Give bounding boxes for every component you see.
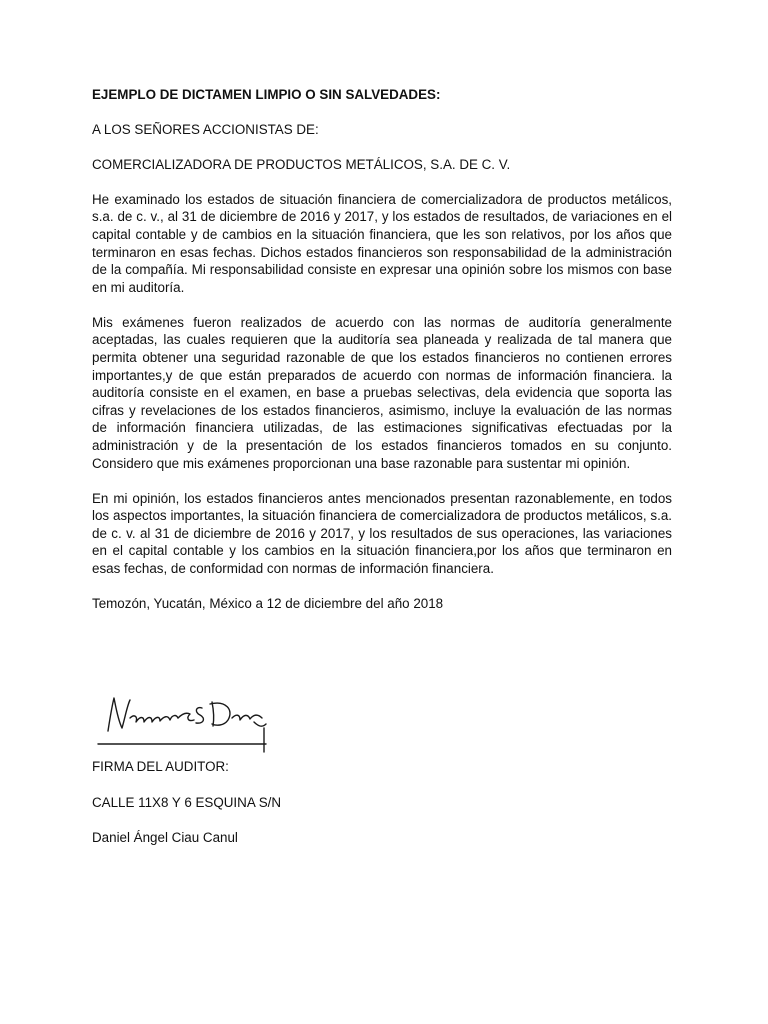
signature-caption: FIRMA DEL AUDITOR: xyxy=(92,759,229,774)
paragraph-2: Mis exámenes fueron realizados de acuerdo con las normas de auditoría generalmente aceptadas, las cuales requieren que la auditoría sea planeada y realizada de tal manera que permita obtener una seguridad razonable de que los estados financieros no contienen errores importantes,y de que están preparados de acuerdo con normas de información financiera. la auditoría consiste en el examen, en base a pruebas selectivas, dela evidencia que soporta las cifras y revelaciones de los estados financieros, asimismo, incluye la evaluación de las normas de información financiera utilizadas, de las estimaciones significativas efectuadas por la administración y de la presentación de los estados financieros tomados en su conjunto. Considero que mis exámenes proporcionan una base razonable para sustentar mi opinión. xyxy=(92,314,672,471)
auditor-name: Daniel Ángel Ciau Canul xyxy=(92,830,238,845)
paragraph-3: En mi opinión, los estados financieros antes mencionados presentan razonablemente, en todos los aspectos importantes, la situación financiera de comercializadora de productos metálicos, s.a. de c. v. al 31 de diciembre de 2016 y 2017, y los resultados de sus operaciones, las variaciones en el capital contable y los cambios en la situación financiera,por los años que terminaron en esas fechas, de conformidad con normas de información financiera. xyxy=(92,490,672,577)
company-name: COMERCIALIZADORA DE PRODUCTOS METÁLICOS, S.A. DE C. V. xyxy=(92,156,511,172)
document-body xyxy=(92,86,672,613)
addressee: A LOS SEÑORES ACCIONISTAS DE: xyxy=(92,121,319,137)
paragraph-1: He examinado los estados de situación financiera de comercializadora de productos metálicos, s.a. de c. v., al 31 de diciembre de 2016 y 2017, y los estados de resultados, de variaciones en el capital contable y de cambios en la situación financiera, que les son relativos, por los años que terminaron en esas fechas. Dichos estados financieros son responsabilidad de la administración de la compañía. Mi responsabilidad consiste en expresar una opinión sobre los mismos con base en mi auditoría. xyxy=(92,191,672,295)
place-date: Temozón, Yucatán, México a 12 de diciembre del año 2018 xyxy=(92,596,444,612)
signature-image xyxy=(94,688,274,754)
document-title: EJEMPLO DE DICTAMEN LIMPIO O SIN SALVEDADES: xyxy=(92,87,441,102)
auditor-address: CALLE 11X8 Y 6 ESQUINA S/N xyxy=(92,795,282,810)
